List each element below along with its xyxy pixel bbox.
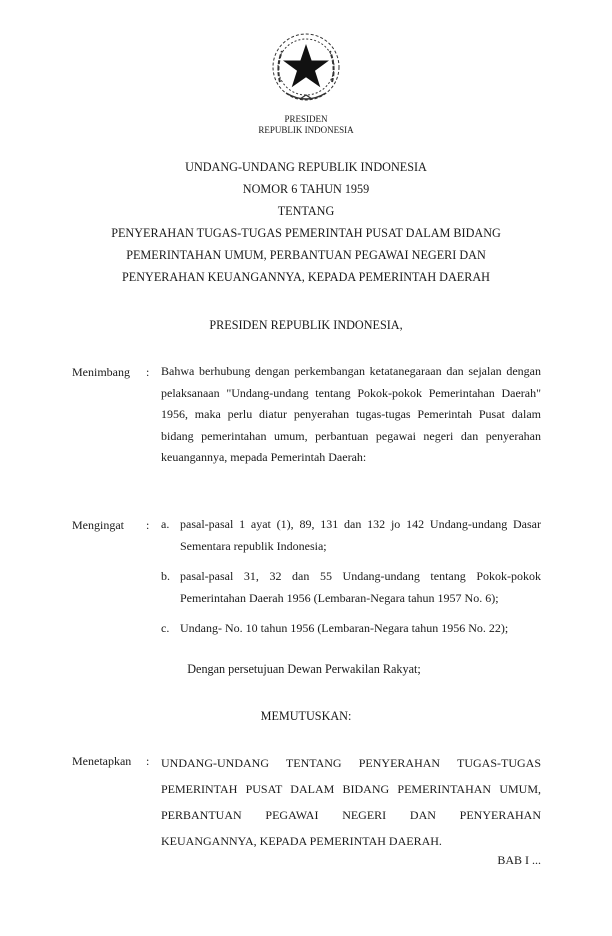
page-continuation: BAB I ... — [497, 853, 541, 867]
title-line-3: TENTANG — [277, 204, 335, 218]
mengingat-item-c — [161, 618, 541, 640]
mengingat-label: Mengingat — [72, 518, 124, 532]
title-line-2: NOMOR 6 TAHUN 1959 — [242, 182, 370, 196]
mengingat-colon: : — [146, 518, 150, 532]
menetapkan-text: UNDANG-UNDANG TENTANG PENYERAHAN TUGAS-TUGAS PEMERINTAH PUSAT DALAM BIDANG PEMERINTAHAN UMUM, PERBANTUAN PEGAWAI NEGERI DAN PENYERAHAN KEUANGANNYA, KEPADA PEMERINTAH DAERAH. — [161, 756, 541, 848]
title-line-6: PENYERAHAN KEUANGANNYA, KEPADA PEMERINTAH DAERAH — [122, 270, 490, 284]
menimbang-text: Bahwa berhubung dengan perkembangan ketatanegaraan dan sejalan dengan pelaksanaan "Undang-undang tentang Pokok-pokok Pemerintahan Daerah" 1956, maka perlu diatur penyerahan tugas-tugas Pemerintah Pusat dalam bidang pemerintahan umum, perbantuan pegawai negeri dan penyerahan keuangannya, mepada Pemerintah Daerah: — [161, 364, 541, 464]
item-text: pasal-pasal 31, 32 dan 55 Undang-undang tentang Pokok-pokok Pemerintahan Daerah 1956 (Lembaran-Negara tahun 1957 No. 6); — [180, 569, 541, 605]
presidential-seal-icon — [266, 27, 346, 107]
item-marker: c. — [161, 621, 170, 635]
menetapkan-label: Menetapkan — [72, 754, 132, 768]
persetujuan-text: Dengan persetujuan Dewan Perwakilan Rakyat; — [187, 662, 421, 676]
menimbang-colon: : — [146, 365, 150, 379]
item-text: Undang- No. 10 tahun 1956 (Lembaran-Negara tahun 1956 No. 22); — [180, 621, 509, 635]
mengingat-item-b — [161, 566, 541, 609]
header-line-presiden: PRESIDEN — [284, 114, 328, 124]
title-line-4: PENYERAHAN TUGAS-TUGAS PEMERINTAH PUSAT DALAM BIDANG — [111, 226, 501, 240]
issuer-heading: PRESIDEN REPUBLIK INDONESIA, — [209, 318, 403, 332]
title-line-5: PEMERINTAHAN UMUM, PERBANTUAN PEGAWAI NEGERI DAN — [126, 248, 486, 262]
header-line-republik: REPUBLIK INDONESIA — [258, 125, 354, 135]
item-marker: b. — [161, 569, 170, 583]
memutuskan-heading: MEMUTUSKAN: — [260, 709, 352, 723]
item-marker: a. — [161, 517, 170, 531]
menimbang-label: Menimbang — [72, 365, 130, 379]
item-text: pasal-pasal 1 ayat (1), 89, 131 dan 132 jo 142 Undang-undang Dasar Sementara republik Indonesia; — [180, 517, 541, 553]
menetapkan-colon: : — [146, 754, 150, 768]
title-line-1: UNDANG-UNDANG REPUBLIK INDONESIA — [185, 160, 427, 174]
mengingat-item-a — [161, 514, 541, 557]
